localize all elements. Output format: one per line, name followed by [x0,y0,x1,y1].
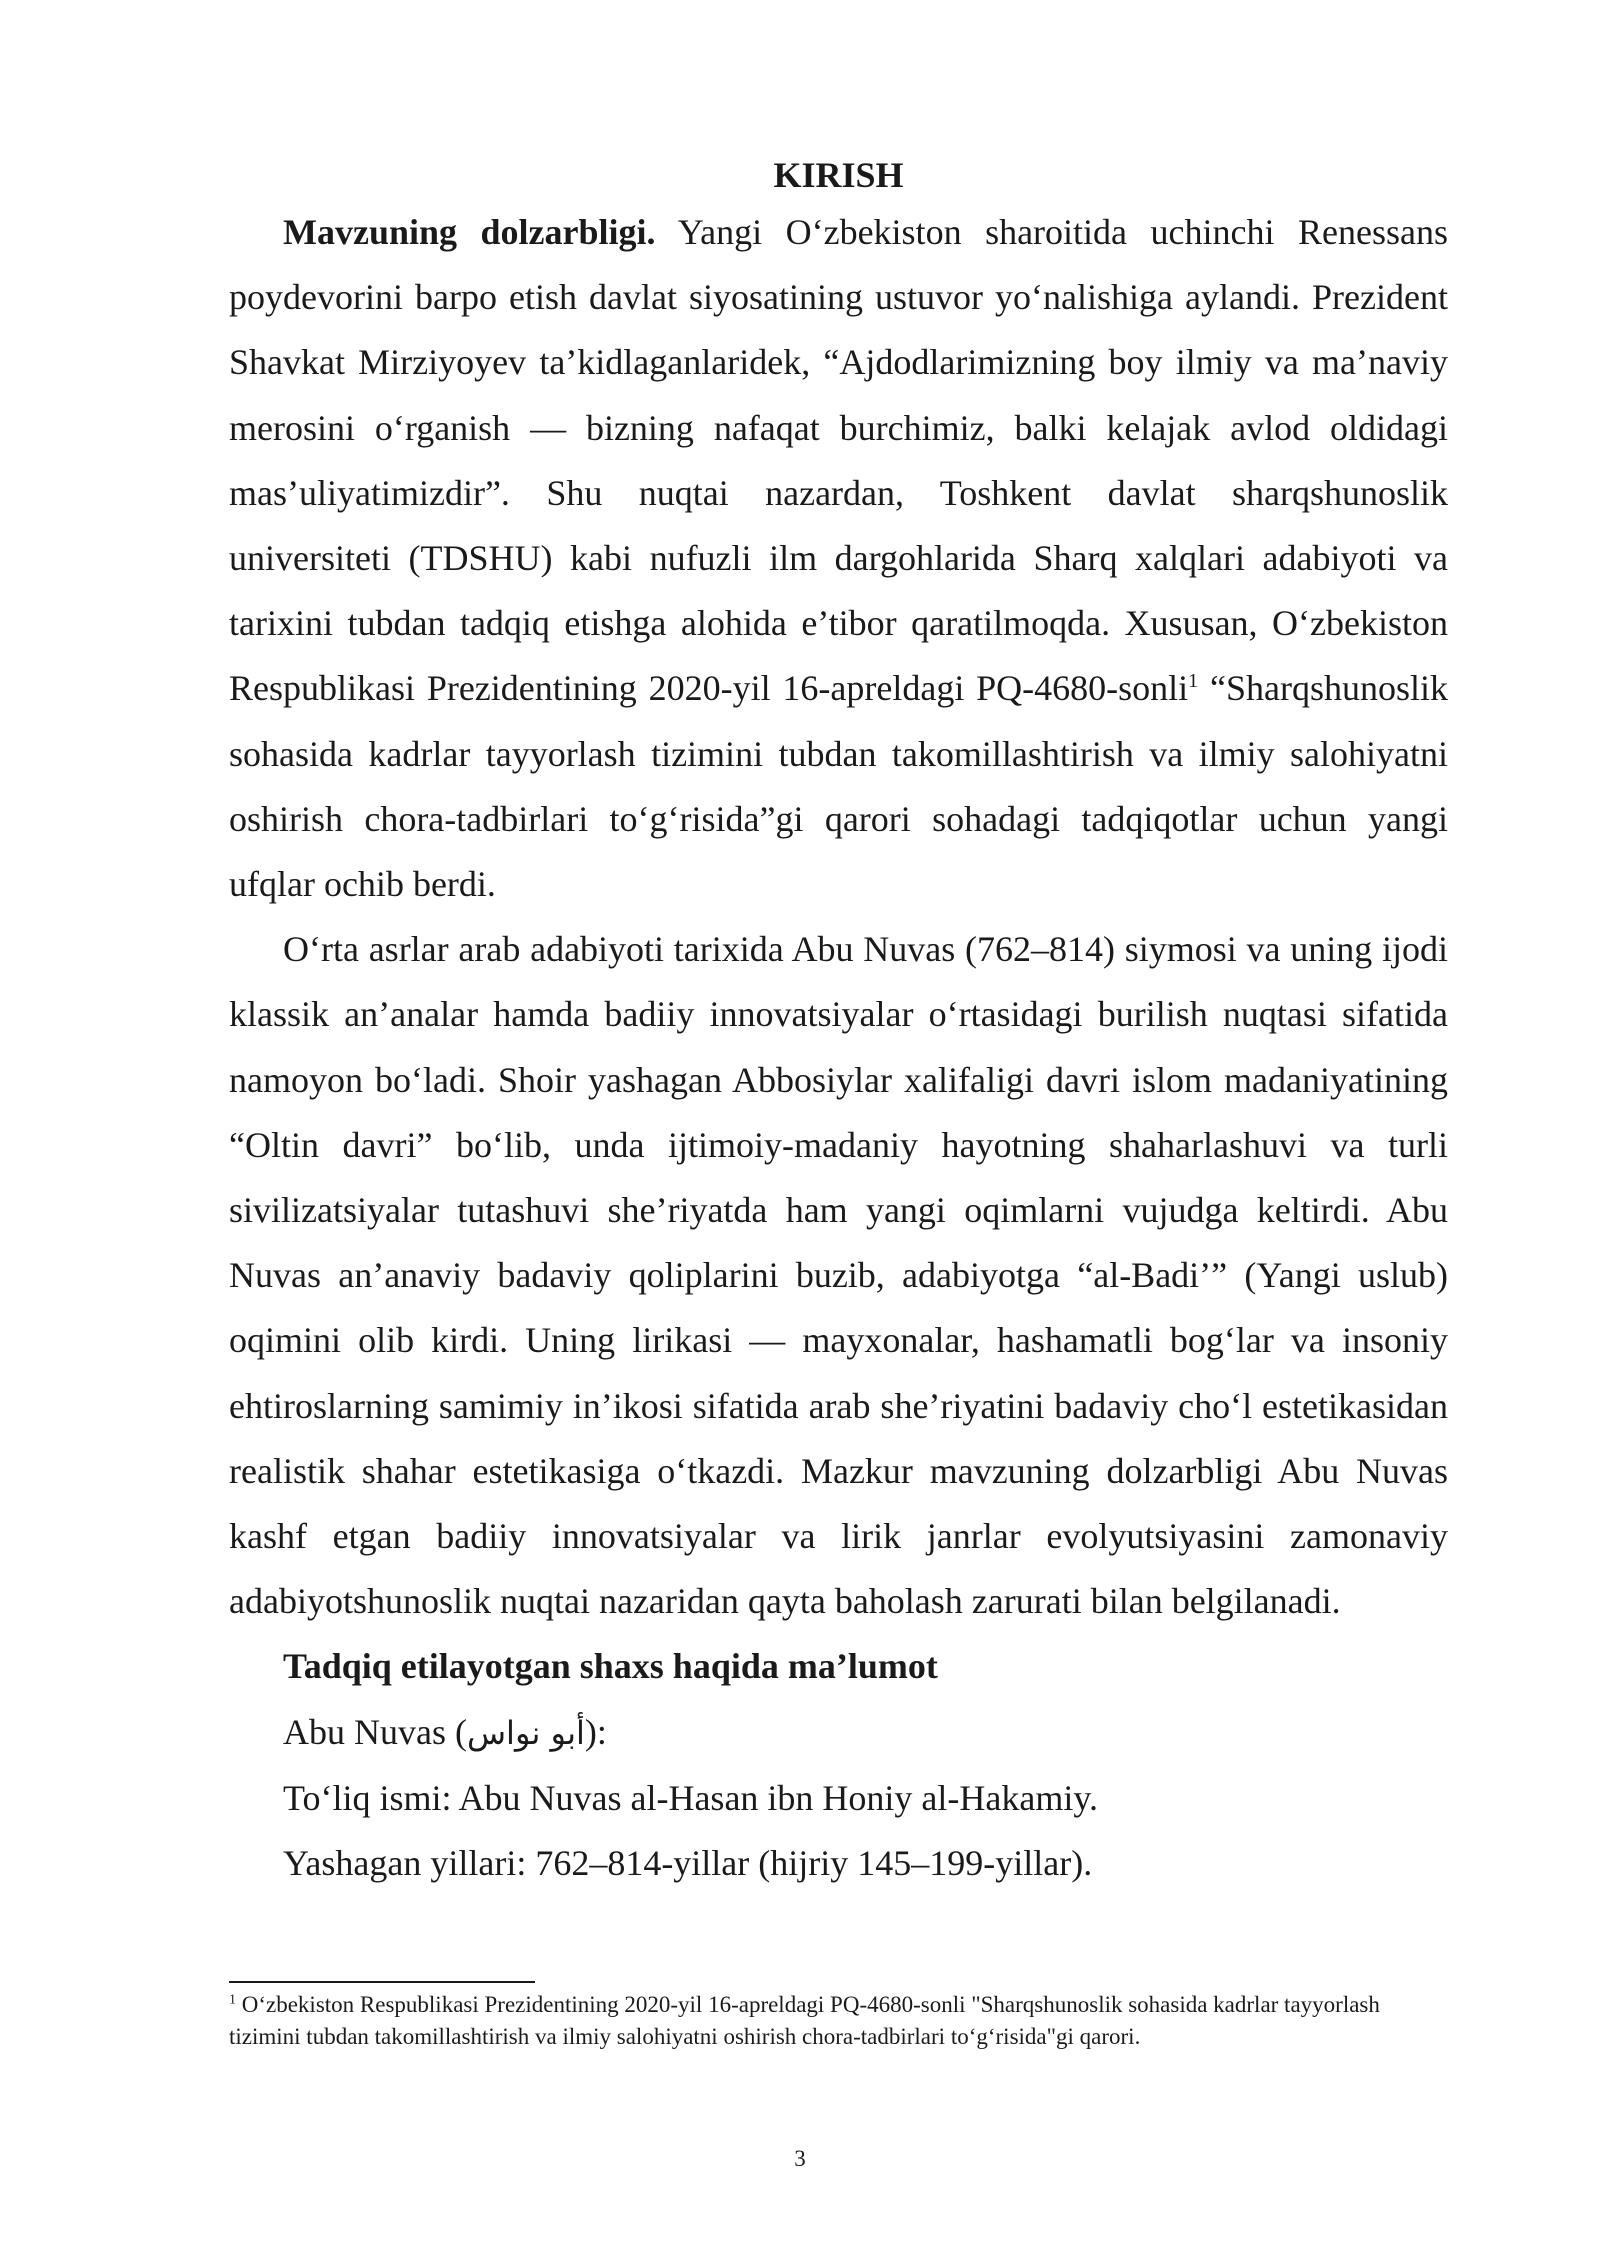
relevance-lead: Mavzuning dolzarbligi. [283,212,656,252]
footnote-number: 1 [229,1992,236,2008]
history-paragraph: O‘rta asrlar arab adabiyoti tarixida Abu Nuvas (762–814) siymosi va uning ijodi klassik an’analar hamda badiiy innovatsiyalar o‘rtasidagi burilish nuqtasi sifatida namoyon bo‘ladi. Shoir yashagan Abbosiylar xalifaligi davri islom madaniyatining “Oltin davri” bo‘lib, unda ijtimoiy-madaniy hayotning shaharlashuvi va turli sivilizatsiyalar tutashuvi she’riyatda ham yangi oqimlarni vujudga keltirdi. Abu Nuvas an’anaviy badaviy qoliplarini buzib, adabiyotga “al-Badi’” (Yangi uslub) oqimini olib kirdi. Uning lirikasi — mayxonalar, hashamatli bog‘lar va insoniy ehtiroslarning samimiy in’ikosi sifatida arab she’riyatini badaviy cho‘l estetikasidan realistik shahar estetikasiga o‘tkazdi. Mazkur mavzuning dolzarbligi Abu Nuvas kashf etgan badiiy innovatsiyalar va lirik janrlar evolyutsiyasini zamonaviy adabiyotshunoslik nuqtai nazaridan qayta baholash zarurati bilan belgilanadi. [229,929,1448,1622]
relevance-paragraph [229,200,1448,917]
info-name-arabic: أبو نواس [466,1713,585,1752]
info-name-prefix: Abu Nuvas ( [283,1711,467,1752]
info-full-name: To‘liq ismi: Abu Nuvas al-Hasan ibn Honiy al-Hakamiy. [283,1777,1099,1818]
page-title: KIRISH [773,155,904,195]
relevance-text-a: Yangi O‘zbekiston sharoitida uchinchi Renessans poydevorini barpo etish davlat siyosatining ustuvor yo‘nalishiga aylandi. Prezident Shavkat Mirziyoyev ta’kidlaganlaridek, “Ajdodlarimizning boy ilmiy va ma’naviy merosini o‘rganish — bizning nafaqat burchimiz, balki kelajak avlod oldidagi mas’uliyatimizdir”. Shu nuqtai nazardan, Toshkent davlat sharqshunoslik universiteti (TDSHU) kabi nufuzli ilm dargohlarida Sharq xalqlari adabiyoti va tarixini tubdan tadqiq etishga alohida e’tibor qaratilmoqda. Xususan, O‘zbekiston Respublikasi Prezidentining 2020-yil 16-apreldagi PQ-4680-sonli [229,212,1448,709]
info-name-suffix: ): [584,1711,607,1752]
footnote-separator [229,1981,535,1983]
page-number: 3 [794,2146,806,2171]
footnote-reference[interactable]: 1 [1188,670,1199,693]
footnote [229,1989,1448,2053]
info-years: Yashagan yillari: 762–814-yillar (hijriy 145–199-yillar). [283,1843,1093,1884]
footnote-text: O‘zbekiston Respublikasi Prezidentining 2020-yil 16-apreldagi PQ-4680-sonli "Sharqshunoslik sohasida kadrlar tayyorlash tizimini tubdan takomillashtirish va ilmiy salohiyatni oshirish chora-tadbirlari to‘g‘risida"gi qarori. [229,1992,1380,2049]
page-body [229,150,1448,1896]
relevance-text-b: “Sharqshunoslik sohasida kadrlar tayyorlash tizimini tubdan takomillashtirish va ilmiy salohiyatni oshirish chora-tadbirlari to‘g‘risida”gi qarori sohadagi tadqiqotlar uchun yangi ufqlar ochib berdi. [229,668,1448,905]
info-name-line [229,1700,1448,1766]
info-heading: Tadqiq etilayotgan shaxs haqida ma’lumot [283,1646,938,1687]
